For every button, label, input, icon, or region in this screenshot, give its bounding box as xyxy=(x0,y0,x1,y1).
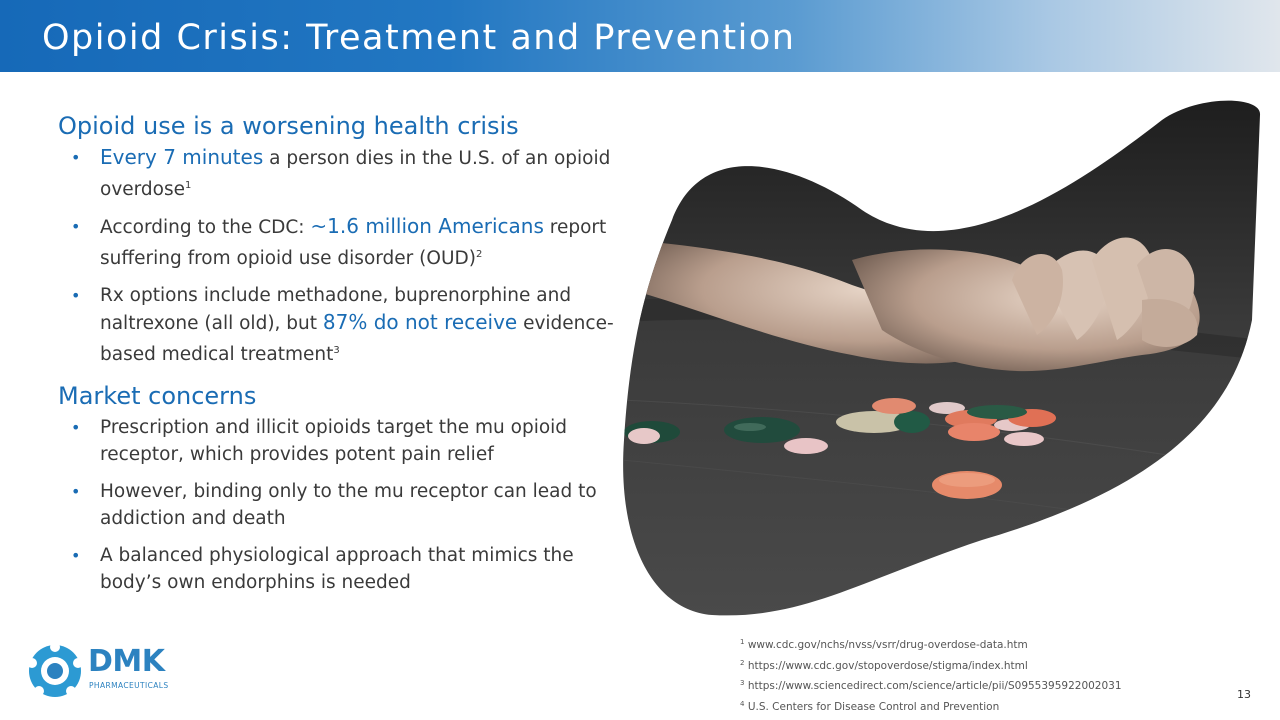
bullet-icon: • xyxy=(71,482,81,501)
footnotes xyxy=(740,634,1122,716)
bullet-item: • According to the CDC: ~1.6 million Americans report suffering from opioid use disorder (OUD)$^2$ xyxy=(71,214,607,269)
bullet-item: • Prescription and illicit opioids target the mu opioid receptor, which provides potent pain relief xyxy=(58,414,628,468)
bullet-icon: • xyxy=(71,418,81,437)
bullet-icon: • xyxy=(71,546,81,565)
footnote-1: $^1$ www.cdc.gov/nchs/nvss/vsrr/drug-overdose-data.htm xyxy=(740,638,1028,651)
bullet-item: • However, binding only to the mu receptor can lead to addiction and death xyxy=(58,478,628,532)
bullet-item: • A balanced physiological approach that mimics the body’s own endorphins is needed xyxy=(58,542,628,596)
overdose-hand-photo xyxy=(622,100,1262,620)
dmk-logo xyxy=(26,641,186,701)
footnote-4: $^4$ U.S. Centers for Disease Control and Prevention xyxy=(740,699,1000,713)
content-column xyxy=(58,108,628,606)
logo-subtitle: PHARMACEUTICALS xyxy=(89,681,169,690)
section-title-market: Market concerns xyxy=(58,382,257,410)
bullet-item: • Rx options include methadone, buprenorphine and naltrexone (all old), but 87% do not receive evidence-based medical treatment$^3$ xyxy=(58,282,628,368)
footnote-ref: 2 xyxy=(475,249,483,260)
title-bar xyxy=(0,0,1280,72)
highlight-text: ~1.6 million Americans xyxy=(310,214,544,238)
bullet-icon: • xyxy=(71,148,81,167)
logo-wordmark: DMK xyxy=(88,644,165,679)
dmk-logo-icon xyxy=(26,641,84,699)
footnote-ref: 3 xyxy=(333,345,340,356)
footnote-ref: 1 xyxy=(185,180,192,191)
section-title-crisis: Opioid use is a worsening health crisis xyxy=(58,112,519,140)
crisis-bullet-list xyxy=(58,144,628,368)
footnote-2: $^2$ https://www.cdc.gov/stopoverdose/stigma/index.html xyxy=(740,658,1028,672)
bullet-item: • Every 7 minutes a person dies in the U.S. of an opioid overdose$^1$ xyxy=(71,145,611,200)
page-number: 13 xyxy=(1237,688,1251,701)
footnote-3: $^3$ https://www.sciencedirect.com/science/article/pii/S0955395922002031 xyxy=(740,679,1122,692)
market-bullet-list xyxy=(58,414,628,596)
slide-title: Opioid Crisis: Treatment and Prevention xyxy=(42,18,796,58)
bullet-icon: • xyxy=(71,286,81,305)
bullet-icon: • xyxy=(71,217,81,236)
highlight-text: Every 7 minutes xyxy=(100,145,264,169)
highlight-text: 87% do not receive xyxy=(322,310,518,334)
